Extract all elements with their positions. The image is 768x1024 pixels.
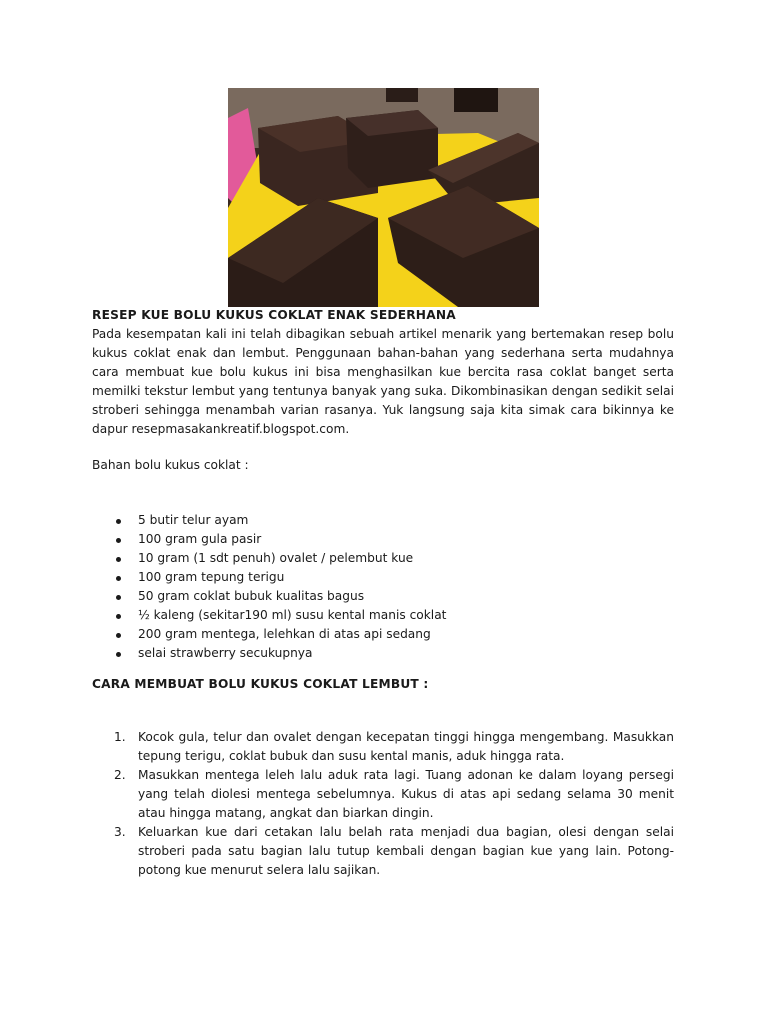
step-item	[92, 728, 674, 766]
bullet-icon	[116, 538, 121, 543]
cake-photo	[228, 88, 539, 307]
step-number: 1.	[114, 730, 126, 744]
ingredients-list	[92, 511, 674, 663]
bullet-icon	[116, 652, 121, 657]
step-text: Kocok gula, telur dan ovalet dengan kecepatan tinggi hingga mengembang. Masukkan tepung terigu, coklat bubuk dan susu kental manis, aduk hingga rata.	[138, 730, 674, 763]
method-heading: CARA MEMBUAT BOLU KUKUS COKLAT LEMBUT :	[92, 677, 429, 691]
bullet-icon	[116, 519, 121, 524]
article-intro: Pada kesempatan kali ini telah dibagikan sebuah artikel menarik yang bertemakan resep bolu kukus coklat enak dan lembut. Penggunaan bahan-bahan yang sederhana serta mudahnya cara membuat kue bolu kukus ini bisa menghasilkan kue bercita rasa coklat banget serta memilki tekstur lembut yang tentunya banyak yang suka. Dikombinasikan dengan sedikit selai stroberi sehingga menambah varian rasanya. Yuk langsung saja kita simak cara bikinnya ke dapur resepmasakankreatif.blogspot.com.	[92, 327, 674, 436]
step-text: Masukkan mentega leleh lalu aduk rata lagi. Tuang adonan ke dalam loyang persegi yang telah diolesi mentega sebelumnya. Kukus di atas api sedang selama 30 menit atau hingga matang, angkat dan biarkan dingin.	[138, 768, 674, 820]
bullet-icon	[116, 614, 121, 619]
list-item: 100 gram gula pasir	[92, 530, 674, 549]
step-number: 2.	[114, 768, 126, 782]
list-item: 10 gram (1 sdt penuh) ovalet / pelembut kue	[92, 549, 674, 568]
step-item	[92, 823, 674, 880]
bullet-icon	[116, 576, 121, 581]
bullet-icon	[116, 595, 121, 600]
step-number: 3.	[114, 825, 126, 839]
steps-list	[92, 728, 674, 880]
article-title: RESEP KUE BOLU KUKUS COKLAT ENAK SEDERHANA	[92, 308, 456, 322]
list-item: 5 butir telur ayam	[92, 511, 674, 530]
bullet-icon	[116, 633, 121, 638]
list-item: selai strawberry secukupnya	[92, 644, 674, 663]
bullet-icon	[116, 557, 121, 562]
list-item: ½ kaleng (sekitar190 ml) susu kental manis coklat	[92, 606, 674, 625]
list-item: 100 gram tepung terigu	[92, 568, 674, 587]
list-item: 200 gram mentega, lelehkan di atas api sedang	[92, 625, 674, 644]
article-body	[92, 306, 674, 880]
step-item	[92, 766, 674, 823]
list-item: 50 gram coklat bubuk kualitas bagus	[92, 587, 674, 606]
step-text: Keluarkan kue dari cetakan lalu belah rata menjadi dua bagian, olesi dengan selai stroberi pada satu bagian lalu tutup kembali dengan bagian kue yang lain. Potong-potong kue menurut selera lalu sajikan.	[138, 825, 674, 877]
ingredients-heading: Bahan bolu kukus coklat :	[92, 458, 249, 472]
